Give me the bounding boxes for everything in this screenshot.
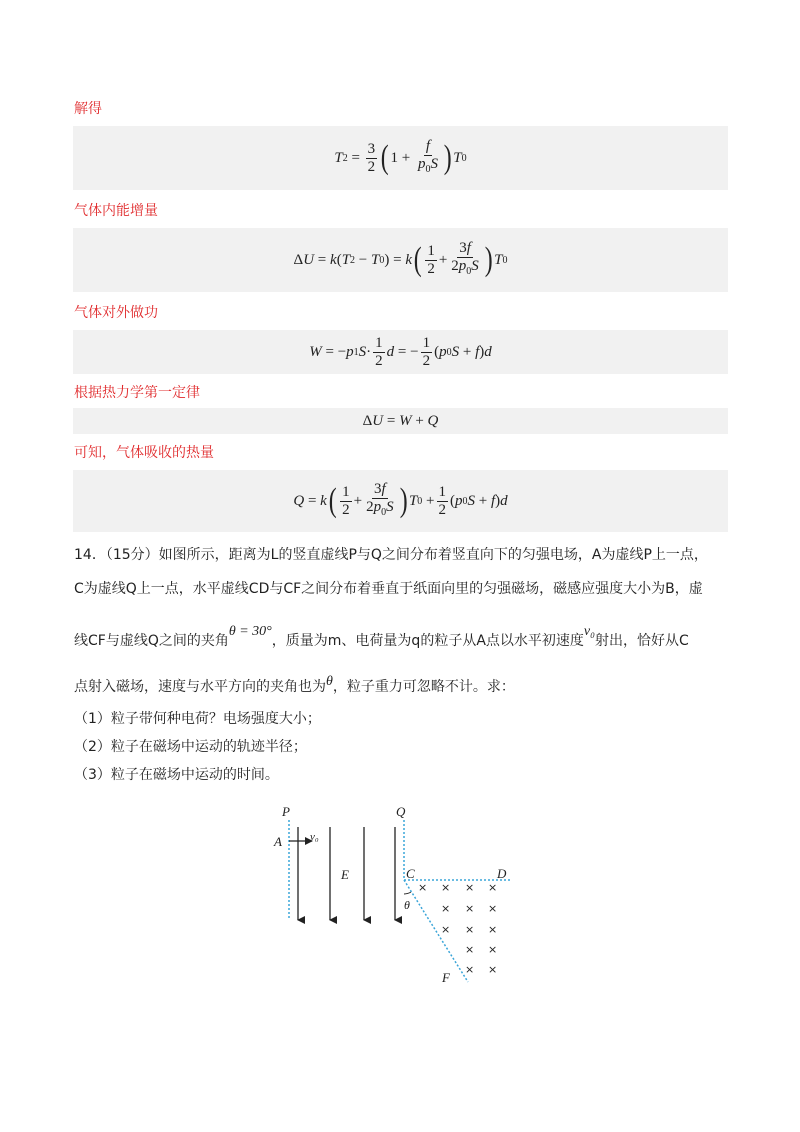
problem-points: （15分） — [105, 547, 159, 563]
question-3: （3）粒子在磁场中运动的时间。 — [74, 767, 279, 783]
cross-r2c3: × — [465, 902, 475, 915]
cross-r4c3: × — [465, 943, 475, 956]
cross-r4c4: × — [488, 943, 498, 956]
label-heat: 可知，气体吸收的热量 — [74, 445, 214, 461]
label-first-law: 根据热力学第一定律 — [74, 385, 200, 401]
formula-work: W = − p 1 S · $\frac{1}{2}$ d = − $\frac{1}{2}$ ( p 0 S + f ) d — [73, 330, 728, 374]
theta-arc — [404, 892, 411, 894]
problem-text-4b: ，粒子重力可忽略不计。求： — [332, 679, 515, 695]
label-q: Q — [396, 804, 406, 819]
problem-text-1: 如图所示，距离为L的竖直虚线P与Q之间分布着竖直向下的匀强电场，A为虚线P上一点， — [158, 547, 708, 563]
label-a: A — [274, 834, 282, 849]
theta-value: θ = 30° — [228, 624, 272, 639]
dashed-line-cf — [404, 880, 468, 982]
problem-number: 14． — [74, 547, 106, 563]
label-f: F — [442, 970, 450, 985]
cross-r2c4: × — [488, 902, 498, 915]
problem-text-3c: 射出，恰好从C — [595, 633, 689, 649]
formula-heat: Q = k ( $\frac{1}{2}$ + $\frac{3f}{2p_0S}$ ) T 0 + $\frac{1}{2}$ ( p 0 S + f ) d — [73, 470, 728, 532]
cross-r1c2: × — [441, 881, 451, 894]
v0-symbol: v₀ — [583, 624, 595, 639]
label-theta: θ — [404, 898, 410, 912]
label-e: E — [341, 867, 349, 882]
theta-symbol: θ — [326, 674, 333, 689]
physics-diagram — [268, 800, 528, 990]
problem-line-3 — [74, 624, 730, 651]
problem-line-1 — [74, 546, 730, 564]
label-work: 气体对外做功 — [74, 305, 158, 321]
formula-t2: T 2 = $\frac{3}{2}$ ( 1 + $\frac{f}{p_0S}$ ) T 0 — [73, 126, 728, 190]
problem-line-2: C为虚线Q上一点，水平虚线CD与CF之间分布着垂直于纸面向里的匀强磁场，磁感应强度大小为B，虚 — [74, 581, 703, 597]
label-v0: v₀ — [310, 831, 319, 843]
cross-r1c1: × — [418, 881, 428, 894]
question-1: （1）粒子带何种电荷？电场强度大小； — [74, 711, 321, 727]
problem-text-4a: 点射入磁场，速度与水平方向的夹角也为 — [74, 679, 326, 695]
formula-delta-u: Δ U = k ( T 2 − T 0 ) = k ( $\frac{1}{2}$ + $\frac{3f}{2p_0S}$ ) T 0 — [73, 228, 728, 292]
label-c: C — [406, 866, 415, 881]
cross-r1c3: × — [465, 881, 475, 894]
cross-r3c4: × — [488, 923, 498, 936]
label-d: D — [497, 866, 507, 881]
problem-line-4 — [74, 674, 730, 697]
problem-text-3a: 线CF与虚线Q之间的夹角 — [74, 633, 229, 649]
label-internal-energy: 气体内能增量 — [74, 203, 158, 219]
cross-r5c3: × — [465, 963, 475, 976]
cross-r3c2: × — [441, 923, 451, 936]
cross-r1c4: × — [488, 881, 498, 894]
cross-r5c4: × — [488, 963, 498, 976]
problem-text-3b: ，质量为m、电荷量为q的粒子从A点以水平初速度 — [271, 633, 584, 649]
formula-first-law: Δ U = W + Q — [73, 408, 728, 434]
label-p: P — [282, 804, 290, 819]
cross-r3c3: × — [465, 923, 475, 936]
cross-r2c2: × — [441, 902, 451, 915]
label-solve: 解得 — [74, 101, 102, 117]
question-2: （2）粒子在磁场中运动的轨迹半径； — [74, 739, 307, 755]
